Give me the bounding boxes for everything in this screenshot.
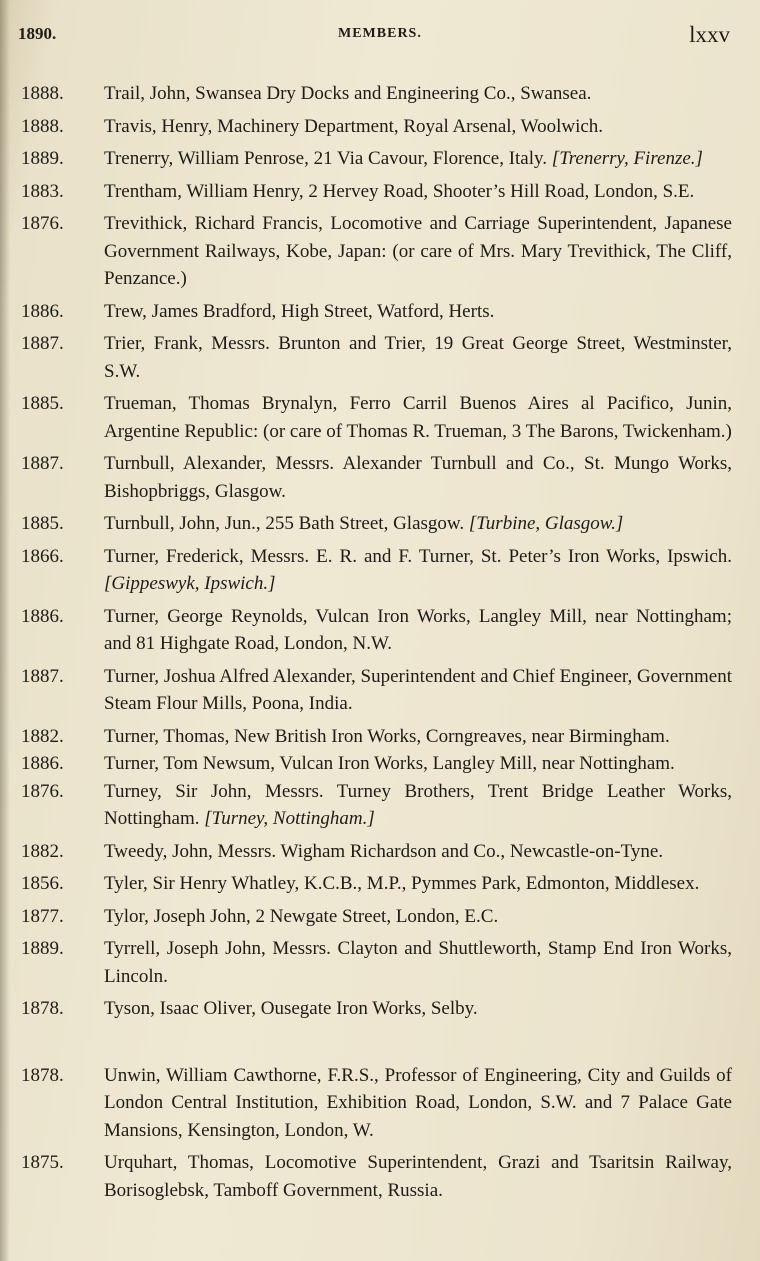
member-entry — [0, 778, 760, 833]
member-entry — [0, 145, 760, 173]
member-entry — [0, 750, 760, 778]
election-year: 1886. — [21, 300, 64, 322]
member-details: Trier, Frank, Messrs. Brunton and Trier, 19 Great George Street, Westminster, S.W. — [104, 333, 732, 382]
election-year: 1885. — [21, 393, 64, 414]
election-year: 1883. — [21, 180, 64, 202]
member-details: Turney, Sir John, Messrs. Turney Brothers, Trent Bridge Leather Works, Nottingham. — [104, 780, 732, 829]
member-entry — [0, 663, 760, 718]
member-details: Tyler, Sir Henry Whatley, K.C.B., M.P., Pymmes Park, Edmonton, Middlesex. — [104, 873, 700, 894]
members-list — [0, 80, 760, 1209]
member-details: Travis, Henry, Machinery Department, Royal Arsenal, Woolwich. — [104, 115, 604, 137]
election-year: 1878. — [21, 1064, 64, 1086]
member-entry — [0, 935, 760, 990]
election-year: 1887. — [21, 665, 64, 687]
member-entry — [0, 210, 760, 293]
member-entry — [0, 838, 760, 866]
member-entry — [0, 510, 760, 538]
member-details: Turner, Tom Newsum, Vulcan Iron Works, Langley Mill, near Nottingham. — [104, 753, 675, 774]
member-details: Trentham, William Henry, 2 Hervey Road, Shooter’s Hill Road, London, S.E. — [104, 180, 695, 202]
page-header — [18, 24, 730, 52]
election-year: 1876. — [21, 780, 64, 802]
member-entry — [0, 723, 760, 751]
member-details: Turnbull, Alexander, Messrs. Alexander Turnbull and Co., St. Mungo Works, Bishopbriggs, Glasgow. — [104, 453, 732, 502]
member-entry — [0, 390, 760, 445]
election-year: 1882. — [21, 725, 64, 747]
member-details: Tylor, Joseph John, 2 Newgate Street, London, E.C. — [104, 905, 499, 927]
member-entry — [0, 450, 760, 505]
member-entry — [0, 330, 760, 385]
member-details: Trevithick, Richard Francis, Locomotive and Carriage Superintendent, Japanese Government Railways, Kobe, Japan: (or care of Mrs. Mary Trevithick, The Cliff, Penzance.) — [104, 213, 732, 289]
election-year: 1889. — [21, 148, 64, 169]
election-year: 1875. — [21, 1152, 64, 1173]
election-year: 1888. — [21, 83, 64, 104]
member-entry — [0, 995, 760, 1023]
election-year: 1866. — [21, 545, 64, 567]
member-details: Turner, Joshua Alfred Alexander, Superintendent and Chief Engineer, Government Steam Flour Mills, Poona, India. — [104, 665, 732, 714]
member-entry — [0, 603, 760, 658]
election-year: 1876. — [21, 213, 64, 234]
page-number: lxxv — [689, 22, 730, 47]
member-details: Trail, John, Swansea Dry Docks and Engineering Co., Swansea. — [104, 83, 592, 104]
section-gap — [0, 1028, 760, 1062]
member-entry — [0, 543, 760, 598]
telegraphic-address: [Trenerry, Firenze.] — [551, 148, 703, 169]
member-entry — [0, 870, 760, 898]
member-details: Turner, George Reynolds, Vulcan Iron Works, Langley Mill, near Nottingham; and 81 Highgate Road, London, N.W. — [104, 605, 732, 654]
election-year: 1887. — [21, 453, 64, 474]
member-details: Urquhart, Thomas, Locomotive Superintendent, Grazi and Tsaritsin Railway, Borisoglebsk, Tamboff Government, Russia. — [104, 1152, 732, 1201]
election-year: 1889. — [21, 938, 64, 959]
header-title: MEMBERS. — [338, 26, 422, 41]
member-details: Turner, Frederick, Messrs. E. R. and F. Turner, St. Peter’s Iron Works, Ipswich. — [104, 545, 732, 567]
member-entry — [0, 1149, 760, 1204]
telegraphic-address: [Turbine, Glasgow.] — [468, 513, 624, 534]
member-details: Tyrrell, Joseph John, Messrs. Clayton and Shuttleworth, Stamp End Iron Works, Lincoln. — [104, 938, 732, 987]
election-year: 1887. — [21, 333, 64, 354]
member-entry — [0, 298, 760, 326]
member-details: Trenerry, William Penrose, 21 Via Cavour, Florence, Italy. — [104, 148, 548, 169]
member-details: Tyson, Isaac Oliver, Ousegate Iron Works, Selby. — [104, 998, 478, 1019]
member-entry — [0, 113, 760, 141]
member-details: Unwin, William Cawthorne, F.R.S., Professor of Engineering, City and Guilds of London Central Institution, Exhibition Road, London, S.W. and 7 Palace Gate Mansions, Kensington, London, W. — [104, 1064, 732, 1141]
member-entry — [0, 1062, 760, 1145]
header-year: 1890. — [18, 24, 57, 43]
member-details: Tweedy, John, Messrs. Wigham Richardson and Co., Newcastle-on-Tyne. — [104, 840, 664, 862]
election-year: 1878. — [21, 998, 64, 1019]
member-entry — [0, 903, 760, 931]
telegraphic-address: [Turney, Nottingham.] — [204, 808, 375, 829]
election-year: 1856. — [21, 873, 64, 894]
member-entry — [0, 178, 760, 206]
member-details: Turnbull, John, Jun., 255 Bath Street, Glasgow. — [104, 513, 465, 534]
member-details: Turner, Thomas, New British Iron Works, Corngreaves, near Birmingham. — [104, 725, 670, 747]
election-year: 1885. — [21, 513, 64, 534]
telegraphic-address: [Gippeswyk, Ipswich.] — [104, 573, 276, 594]
member-details: Trew, James Bradford, High Street, Watford, Herts. — [104, 300, 495, 322]
election-year: 1882. — [21, 840, 64, 862]
election-year: 1886. — [21, 605, 64, 627]
member-details: Trueman, Thomas Brynalyn, Ferro Carril Buenos Aires al Pacifico, Junin, Argentine Republic: (or care of Thomas R. Trueman, 3 The Barons, Twickenham.) — [104, 393, 732, 442]
election-year: 1888. — [21, 115, 64, 137]
election-year: 1886. — [21, 753, 64, 774]
member-entry — [0, 80, 760, 108]
election-year: 1877. — [21, 905, 64, 927]
